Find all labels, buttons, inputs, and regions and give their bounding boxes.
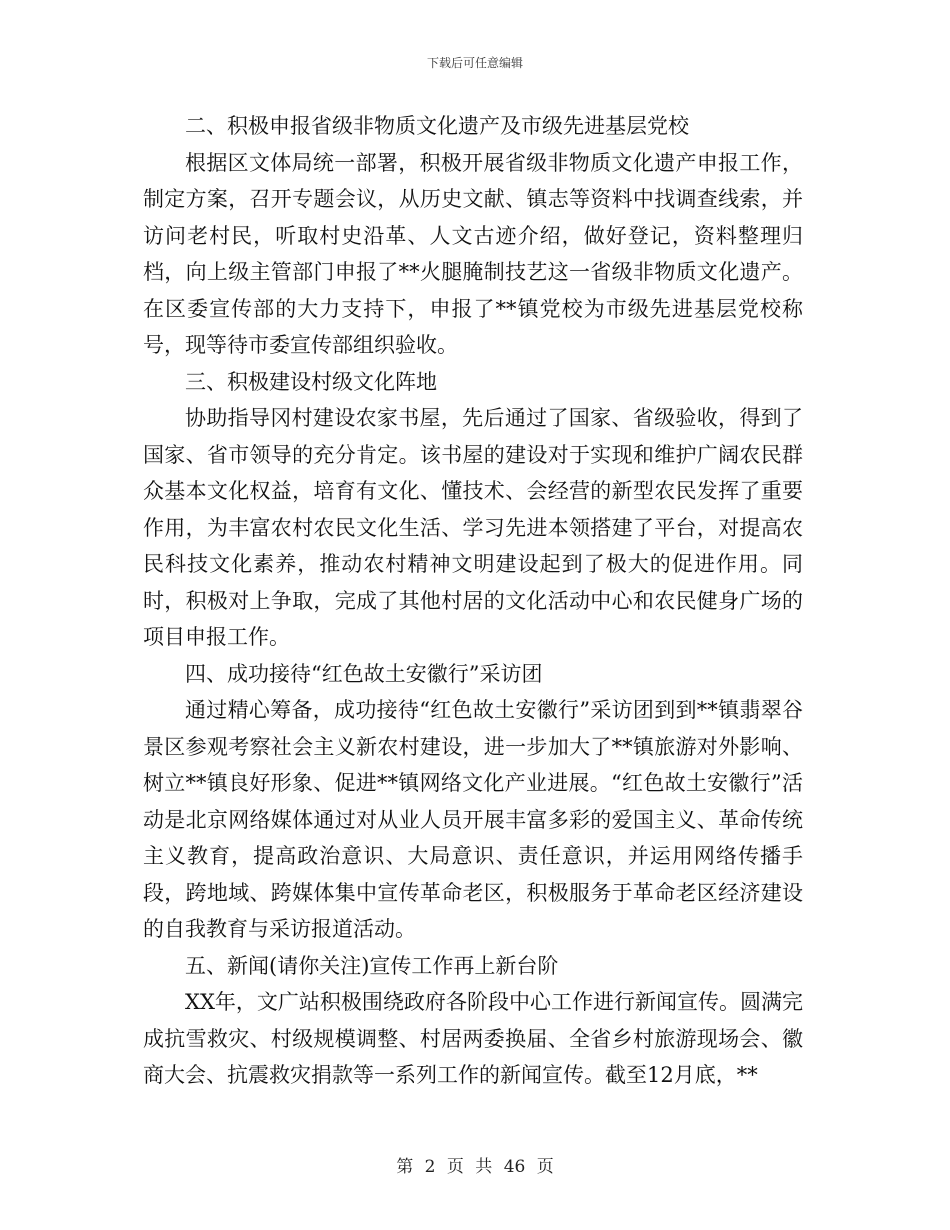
body-paragraph: 协助指导冈村建设农家书屋，先后通过了国家、省级验收，得到了国家、省市领导的充分肯定。该书屋的建设对于实现和维护广阔农民群众基本文化权益，培育有文化、懂技术、会经营的新型农民发挥了重要作用，为丰富农村农民文化生活、学习先进本领搭建了平台，对提高农民科技文化素养，推动农村精神文明建设起到了极大的促进作用。同时，积极对上争取，完成了其他村居的文化活动中心和农民健身广场的项目申报工作。 [143, 406, 803, 649]
body-paragraph: XX年，文广站积极围绕政府各阶段中心工作进行新闻宣传。圆满完成抗雪救灾、村级规模调整、村居两委换届、全省乡村旅游现场会、徽商大会、抗震救灾捐款等一系列工作的新闻宣传。截至12月底，** [143, 990, 803, 1087]
document-body [143, 108, 803, 1094]
body-paragraph: 根据区文体局统一部署，积极开展省级非物质文化遗产申报工作，制定方案，召开专题会议，从历史文献、镇志等资料中找调查线索，并访问老村民，听取村史沿革、人文古迹介绍，做好登记，资料整理归档，向上级主管部门申报了**火腿腌制技艺这一省级非物质文化遗产。在区委宣传部的大力支持下，申报了**镇党校为市级先进基层党校称号，现等待市委宣传部组织验收。 [143, 150, 803, 357]
section-heading-4: 四、成功接待“红色故土安徽行”采访团 [185, 661, 543, 686]
page-header: 下载后可任意编辑 [426, 56, 523, 70]
page-footer: 第 2 页 共 46 页 [396, 1157, 554, 1177]
section-heading-2: 二、积极申报省级非物质文化遗产及市级先进基层党校 [185, 114, 689, 138]
section-heading-5: 五、新闻(请你关注)宣传工作再上新台阶 [185, 953, 559, 978]
section-heading-3: 三、积极建设村级文化阵地 [185, 369, 437, 394]
body-paragraph: 通过精心筹备，成功接待“红色故土安徽行”采访团到到**镇翡翠谷景区参观考察社会主义新农村建设，进一步加大了**镇旅游对外影响、树立**镇良好形象、促进**镇网络文化产业进展。“红色故土安徽行”活动是北京网络媒体通过对从业人员开展丰富多彩的爱国主义、革命传统主义教育，提高政治意识、大局意识、责任意识，并运用网络传播手段，跨地域、跨媒体集中宣传革命老区，积极服务于革命老区经济建设的自我教育与采访报道活动。 [143, 698, 803, 941]
